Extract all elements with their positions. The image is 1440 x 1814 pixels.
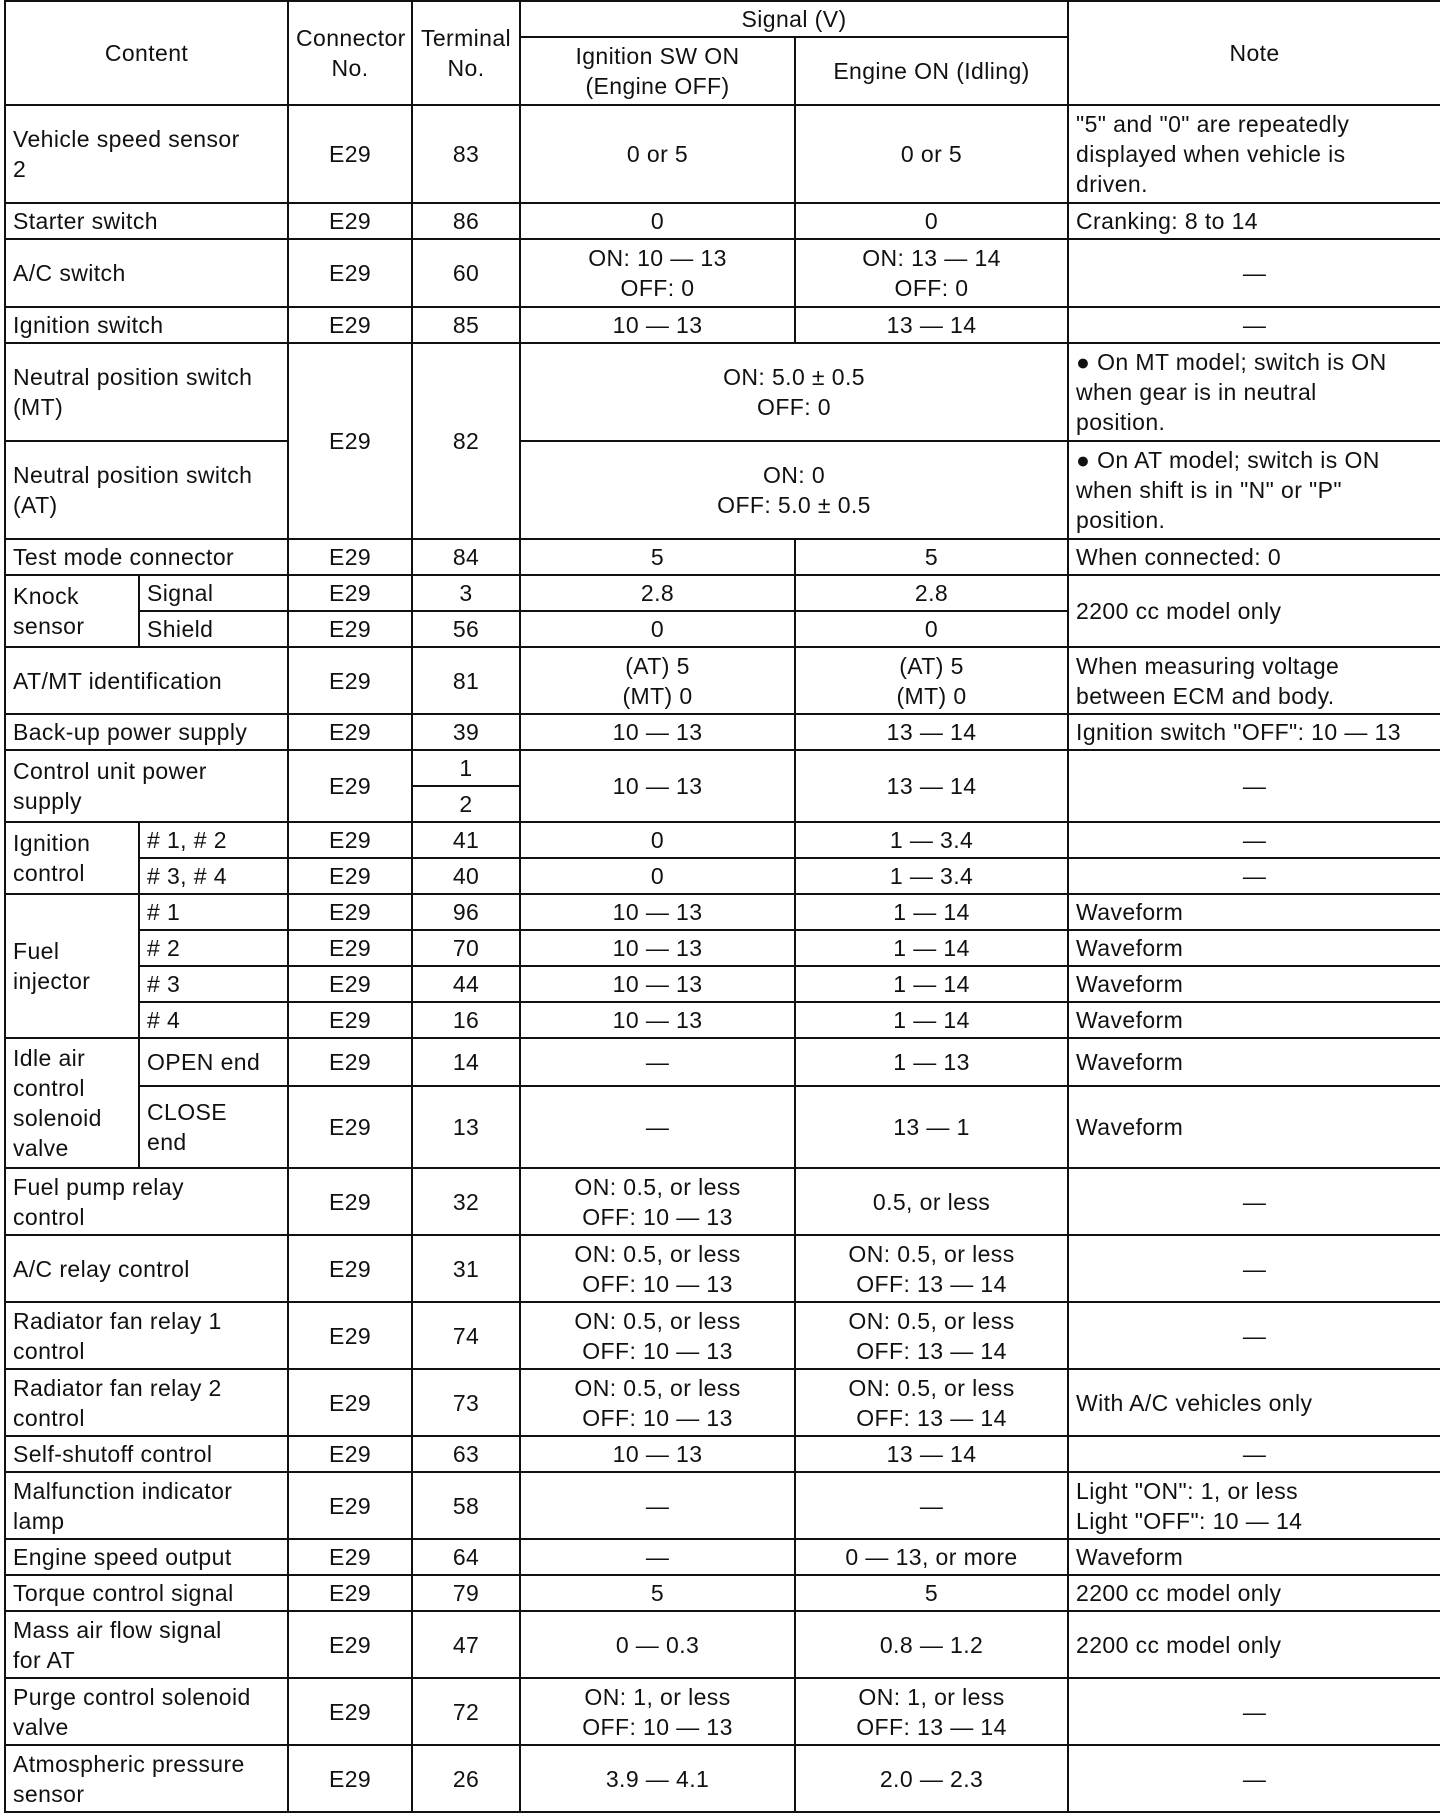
- engine-on-cell: 0: [795, 611, 1068, 647]
- ignition-on-cell: 5: [520, 539, 795, 575]
- table-row: [5, 930, 1440, 966]
- engine-on-cell: (AT) 5 (MT) 0: [795, 647, 1068, 714]
- table-row: [5, 1369, 1440, 1436]
- table-row: [5, 1168, 1440, 1235]
- table-row: [5, 105, 1440, 203]
- engine-on-cell: 1 — 14: [795, 894, 1068, 930]
- note-cell: With A/C vehicles only: [1068, 1369, 1440, 1436]
- note-cell: Waveform: [1068, 1086, 1440, 1168]
- ignition-on-cell: ON: 0.5, or less OFF: 10 — 13: [520, 1235, 795, 1302]
- connector-cell: E29: [288, 1678, 412, 1745]
- connector-cell: E29: [288, 575, 412, 611]
- subcontent-cell: CLOSE end: [139, 1086, 288, 1168]
- note-cell: Waveform: [1068, 894, 1440, 930]
- engine-on-cell: 5: [795, 1575, 1068, 1611]
- content-cell: Engine speed output: [5, 1539, 288, 1575]
- table-row: [5, 307, 1440, 343]
- table-row: [5, 203, 1440, 239]
- connector-cell: E29: [288, 858, 412, 894]
- note-cell: —: [1068, 307, 1440, 343]
- connector-cell: E29: [288, 1086, 412, 1168]
- terminal-cell: 64: [412, 1539, 520, 1575]
- note-cell: Waveform: [1068, 930, 1440, 966]
- terminal-cell: 96: [412, 894, 520, 930]
- content-cell: A/C switch: [5, 239, 288, 307]
- engine-on-cell: ON: 0.5, or less OFF: 13 — 14: [795, 1369, 1068, 1436]
- engine-on-cell: 0.8 — 1.2: [795, 1611, 1068, 1678]
- note-cell: 2200 cc model only: [1068, 1575, 1440, 1611]
- connector-cell: E29: [288, 203, 412, 239]
- table-row: [5, 239, 1440, 307]
- subcontent-cell: OPEN end: [139, 1038, 288, 1086]
- terminal-cell: 81: [412, 647, 520, 714]
- content-cell: Radiator fan relay 1 control: [5, 1302, 288, 1369]
- table-row: [5, 966, 1440, 1002]
- note-cell: When measuring voltage between ECM and body.: [1068, 647, 1440, 714]
- terminal-cell: 70: [412, 930, 520, 966]
- table-row: [5, 894, 1440, 930]
- ignition-on-cell: 10 — 13: [520, 307, 795, 343]
- table-row: [5, 1086, 1440, 1168]
- engine-on-cell: 1 — 14: [795, 1002, 1068, 1038]
- terminal-cell: 44: [412, 966, 520, 1002]
- table-row: [5, 1539, 1440, 1575]
- connector-cell: E29: [288, 894, 412, 930]
- engine-on-cell: 1 — 14: [795, 930, 1068, 966]
- table-row: [5, 1235, 1440, 1302]
- note-cell: Cranking: 8 to 14: [1068, 203, 1440, 239]
- note-cell: —: [1068, 1745, 1440, 1812]
- ignition-on-cell: 0: [520, 822, 795, 858]
- engine-on-cell: 0 — 13, or more: [795, 1539, 1068, 1575]
- connector-cell: E29: [288, 1611, 412, 1678]
- ignition-on-cell: 10 — 13: [520, 894, 795, 930]
- header-content: Content: [5, 1, 288, 105]
- ignition-on-cell: ON: 0.5, or less OFF: 10 — 13: [520, 1168, 795, 1235]
- engine-on-cell: 0.5, or less: [795, 1168, 1068, 1235]
- subcontent-cell: # 4: [139, 1002, 288, 1038]
- ignition-on-cell: 10 — 13: [520, 1002, 795, 1038]
- ignition-on-cell: 10 — 13: [520, 966, 795, 1002]
- content-cell: Idle air control solenoid valve: [5, 1038, 139, 1168]
- engine-on-cell: 1 — 14: [795, 966, 1068, 1002]
- table-row: [5, 858, 1440, 894]
- engine-on-cell: ON: 0.5, or less OFF: 13 — 14: [795, 1302, 1068, 1369]
- connector-cell: E29: [288, 1369, 412, 1436]
- header-signal: Signal (V): [520, 1, 1068, 37]
- subcontent-cell: # 3: [139, 966, 288, 1002]
- connector-cell: E29: [288, 611, 412, 647]
- content-cell: Neutral position switch (AT): [5, 441, 288, 539]
- note-cell: —: [1068, 858, 1440, 894]
- connector-cell: E29: [288, 105, 412, 203]
- engine-on-cell: 13 — 1: [795, 1086, 1068, 1168]
- table-row: [5, 343, 1440, 441]
- note-cell: —: [1068, 1436, 1440, 1472]
- ecm-terminal-table: [4, 0, 1440, 1813]
- terminal-cell: 13: [412, 1086, 520, 1168]
- subcontent-cell: Signal: [139, 575, 288, 611]
- engine-on-cell: 2.8: [795, 575, 1068, 611]
- note-cell: Ignition switch "OFF": 10 — 13: [1068, 714, 1440, 750]
- table-row: [5, 575, 1440, 611]
- terminal-cell: 39: [412, 714, 520, 750]
- note-cell: Waveform: [1068, 1038, 1440, 1086]
- note-cell: —: [1068, 1678, 1440, 1745]
- content-cell: AT/MT identification: [5, 647, 288, 714]
- terminal-cell: 63: [412, 1436, 520, 1472]
- connector-cell: E29: [288, 1745, 412, 1812]
- ignition-on-cell: 10 — 13: [520, 750, 795, 822]
- table-row: [5, 822, 1440, 858]
- table-row: [5, 1611, 1440, 1678]
- connector-cell: E29: [288, 647, 412, 714]
- table-row: [5, 1038, 1440, 1086]
- ignition-on-cell: —: [520, 1539, 795, 1575]
- subcontent-cell: Shield: [139, 611, 288, 647]
- ignition-on-cell: 3.9 — 4.1: [520, 1745, 795, 1812]
- terminal-cell: 3: [412, 575, 520, 611]
- terminal-cell: 40: [412, 858, 520, 894]
- connector-cell: E29: [288, 1038, 412, 1086]
- table-row: [5, 1472, 1440, 1539]
- note-cell: —: [1068, 239, 1440, 307]
- terminal-cell: 73: [412, 1369, 520, 1436]
- terminal-cell: 85: [412, 307, 520, 343]
- note-cell: 2200 cc model only: [1068, 575, 1440, 647]
- note-cell: —: [1068, 750, 1440, 822]
- table-row: [5, 714, 1440, 750]
- engine-on-cell: 13 — 14: [795, 307, 1068, 343]
- ignition-on-cell: 0: [520, 203, 795, 239]
- signal-cell: ON: 5.0 ± 0.5 OFF: 0: [520, 343, 1068, 441]
- connector-cell: E29: [288, 239, 412, 307]
- terminal-cell: 41: [412, 822, 520, 858]
- content-cell: Radiator fan relay 2 control: [5, 1369, 288, 1436]
- terminal-cell: 60: [412, 239, 520, 307]
- engine-on-cell: ON: 1, or less OFF: 13 — 14: [795, 1678, 1068, 1745]
- note-cell: Waveform: [1068, 966, 1440, 1002]
- content-cell: Back-up power supply: [5, 714, 288, 750]
- content-cell: Control unit power supply: [5, 750, 288, 822]
- table-row: [5, 539, 1440, 575]
- table-row: [5, 1002, 1440, 1038]
- note-cell: ● On AT model; switch is ON when shift is in "N" or "P" position.: [1068, 441, 1440, 539]
- ignition-on-cell: 5: [520, 1575, 795, 1611]
- ignition-on-cell: 0 — 0.3: [520, 1611, 795, 1678]
- terminal-cell: 32: [412, 1168, 520, 1235]
- content-cell: Fuel injector: [5, 894, 139, 1038]
- content-cell: Malfunction indicator lamp: [5, 1472, 288, 1539]
- note-cell: —: [1068, 1235, 1440, 1302]
- subcontent-cell: # 1, # 2: [139, 822, 288, 858]
- ignition-on-cell: ON: 10 — 13 OFF: 0: [520, 239, 795, 307]
- engine-on-cell: 0 or 5: [795, 105, 1068, 203]
- header-ignition-on: Ignition SW ON (Engine OFF): [520, 37, 795, 105]
- connector-cell: E29: [288, 1002, 412, 1038]
- connector-cell: E29: [288, 714, 412, 750]
- ignition-on-cell: —: [520, 1086, 795, 1168]
- engine-on-cell: 13 — 14: [795, 750, 1068, 822]
- terminal-cell: 74: [412, 1302, 520, 1369]
- note-cell: 2200 cc model only: [1068, 1611, 1440, 1678]
- note-cell: When connected: 0: [1068, 539, 1440, 575]
- ignition-on-cell: 10 — 13: [520, 930, 795, 966]
- terminal-cell: 83: [412, 105, 520, 203]
- content-cell: Ignition control: [5, 822, 139, 894]
- connector-cell: E29: [288, 1168, 412, 1235]
- terminal-cell: 31: [412, 1235, 520, 1302]
- terminal-cell: 2: [412, 786, 520, 822]
- content-cell: Starter switch: [5, 203, 288, 239]
- note-cell: "5" and "0" are repeatedly displayed when vehicle is driven.: [1068, 105, 1440, 203]
- connector-cell: E29: [288, 1472, 412, 1539]
- engine-on-cell: 1 — 3.4: [795, 822, 1068, 858]
- terminal-cell: 72: [412, 1678, 520, 1745]
- connector-cell: E29: [288, 930, 412, 966]
- content-cell: Ignition switch: [5, 307, 288, 343]
- ignition-on-cell: 2.8: [520, 575, 795, 611]
- connector-cell: E29: [288, 822, 412, 858]
- note-cell: —: [1068, 1168, 1440, 1235]
- subcontent-cell: # 3, # 4: [139, 858, 288, 894]
- content-cell: Fuel pump relay control: [5, 1168, 288, 1235]
- note-cell: Waveform: [1068, 1002, 1440, 1038]
- note-cell: Waveform: [1068, 1539, 1440, 1575]
- note-cell: Light "ON": 1, or less Light "OFF": 10 — 14: [1068, 1472, 1440, 1539]
- ignition-on-cell: (AT) 5 (MT) 0: [520, 647, 795, 714]
- engine-on-cell: 5: [795, 539, 1068, 575]
- ignition-on-cell: —: [520, 1038, 795, 1086]
- engine-on-cell: 13 — 14: [795, 714, 1068, 750]
- ecm-terminal-table-page: [4, 0, 1440, 1813]
- engine-on-cell: ON: 13 — 14 OFF: 0: [795, 239, 1068, 307]
- connector-cell: E29: [288, 1575, 412, 1611]
- subcontent-cell: # 2: [139, 930, 288, 966]
- table-row: [5, 1436, 1440, 1472]
- terminal-cell: 47: [412, 1611, 520, 1678]
- table-row: [5, 441, 1440, 539]
- table-row: [5, 1745, 1440, 1812]
- ignition-on-cell: ON: 1, or less OFF: 10 — 13: [520, 1678, 795, 1745]
- table-row: [5, 647, 1440, 714]
- header-row: [5, 1, 1440, 37]
- connector-cell: E29: [288, 307, 412, 343]
- engine-on-cell: 2.0 — 2.3: [795, 1745, 1068, 1812]
- content-cell: Knock sensor: [5, 575, 139, 647]
- connector-cell: E29: [288, 966, 412, 1002]
- content-cell: Purge control solenoid valve: [5, 1678, 288, 1745]
- connector-cell: E29: [288, 1436, 412, 1472]
- note-cell: —: [1068, 822, 1440, 858]
- connector-cell: E29: [288, 750, 412, 822]
- content-cell: Test mode connector: [5, 539, 288, 575]
- terminal-cell: 82: [412, 343, 520, 539]
- engine-on-cell: 1 — 3.4: [795, 858, 1068, 894]
- ignition-on-cell: 0: [520, 611, 795, 647]
- terminal-cell: 79: [412, 1575, 520, 1611]
- header-terminal: Terminal No.: [412, 1, 520, 105]
- table-row: [5, 750, 1440, 786]
- content-cell: Self-shutoff control: [5, 1436, 288, 1472]
- terminal-cell: 86: [412, 203, 520, 239]
- engine-on-cell: —: [795, 1472, 1068, 1539]
- terminal-cell: 84: [412, 539, 520, 575]
- connector-cell: E29: [288, 1302, 412, 1369]
- subcontent-cell: # 1: [139, 894, 288, 930]
- ignition-on-cell: 0: [520, 858, 795, 894]
- connector-cell: E29: [288, 1235, 412, 1302]
- ignition-on-cell: ON: 0.5, or less OFF: 10 — 13: [520, 1302, 795, 1369]
- engine-on-cell: 1 — 13: [795, 1038, 1068, 1086]
- content-cell: Torque control signal: [5, 1575, 288, 1611]
- terminal-cell: 1: [412, 750, 520, 786]
- engine-on-cell: ON: 0.5, or less OFF: 13 — 14: [795, 1235, 1068, 1302]
- content-cell: A/C relay control: [5, 1235, 288, 1302]
- connector-cell: E29: [288, 1539, 412, 1575]
- terminal-cell: 56: [412, 611, 520, 647]
- table-row: [5, 1575, 1440, 1611]
- terminal-cell: 58: [412, 1472, 520, 1539]
- engine-on-cell: 13 — 14: [795, 1436, 1068, 1472]
- note-cell: ● On MT model; switch is ON when gear is in neutral position.: [1068, 343, 1440, 441]
- content-cell: Neutral position switch (MT): [5, 343, 288, 441]
- note-cell: —: [1068, 1302, 1440, 1369]
- engine-on-cell: 0: [795, 203, 1068, 239]
- ignition-on-cell: 10 — 13: [520, 1436, 795, 1472]
- connector-cell: E29: [288, 343, 412, 539]
- terminal-cell: 26: [412, 1745, 520, 1812]
- content-cell: Vehicle speed sensor 2: [5, 105, 288, 203]
- table-row: [5, 1678, 1440, 1745]
- terminal-cell: 14: [412, 1038, 520, 1086]
- header-note: Note: [1068, 1, 1440, 105]
- content-cell: Atmospheric pressure sensor: [5, 1745, 288, 1812]
- connector-cell: E29: [288, 539, 412, 575]
- ignition-on-cell: 10 — 13: [520, 714, 795, 750]
- ignition-on-cell: —: [520, 1472, 795, 1539]
- ignition-on-cell: ON: 0.5, or less OFF: 10 — 13: [520, 1369, 795, 1436]
- header-engine-on: Engine ON (Idling): [795, 37, 1068, 105]
- table-row: [5, 1302, 1440, 1369]
- content-cell: Mass air flow signal for AT: [5, 1611, 288, 1678]
- ignition-on-cell: 0 or 5: [520, 105, 795, 203]
- terminal-cell: 16: [412, 1002, 520, 1038]
- header-connector: Connector No.: [288, 1, 412, 105]
- signal-cell: ON: 0 OFF: 5.0 ± 0.5: [520, 441, 1068, 539]
